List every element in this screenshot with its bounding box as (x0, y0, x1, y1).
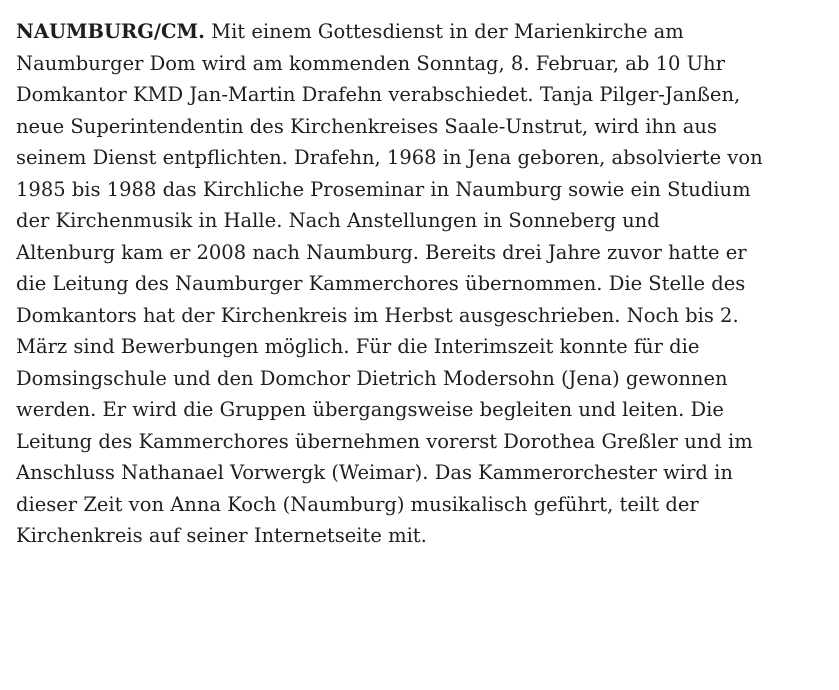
article-line: neue Superintendentin des Kirchenkreises Saale-Unstrut, wird ihn aus (16, 114, 718, 138)
article-line: dieser Zeit von Anna Koch (Naumburg) musikalisch geführt, teilt der (16, 492, 699, 516)
article-line: seinem Dienst entpflichten. Drafehn, 1968 in Jena geboren, absolvierte von (16, 146, 763, 169)
dateline: NAUMBURG/CM. (16, 20, 205, 43)
article-line: März sind Bewerbungen möglich. Für die Interimszeit konnte für die (16, 335, 700, 358)
article-line: die Leitung des Naumburger Kammerchores übernommen. Die Stelle des (16, 272, 746, 295)
article-line: Altenburg kam er 2008 nach Naumburg. Bereits drei Jahre zuvor hatte er (16, 240, 747, 264)
article-line: der Kirchenmusik in Halle. Nach Anstellungen in Sonneberg und (16, 209, 660, 232)
article-line: Leitung des Kammerchores übernehmen vorerst Dorothea Greßler und im (16, 429, 753, 453)
article-first-line-text: Mit einem Gottesdienst in der Marienkirche am (204, 20, 684, 43)
article-line: Domsingschule und den Domchor Dietrich Modersohn (Jena) gewonnen (16, 366, 728, 390)
article-line: Naumburger Dom wird am kommenden Sonntag, 8. Februar, ab 10 Uhr (16, 51, 725, 75)
article-line: Domkantor KMD Jan-Martin Drafehn verabschiedet. Tanja Pilger-Janßen, (16, 83, 741, 106)
article-line: Kirchenkreis auf seiner Internetseite mit. (16, 524, 427, 547)
article-line: Domkantors hat der Kirchenkreis im Herbst ausgeschrieben. Noch bis 2. (16, 303, 739, 327)
article-line (16, 16, 828, 48)
article-body (16, 16, 828, 552)
article-line: 1985 bis 1988 das Kirchliche Proseminar in Naumburg sowie ein Studium (16, 177, 751, 201)
article-line: werden. Er wird die Gruppen übergangsweise begleiten und leiten. Die (16, 398, 724, 421)
article-line: Anschluss Nathanael Vorwergk (Weimar). Das Kammerorchester wird in (16, 461, 733, 484)
